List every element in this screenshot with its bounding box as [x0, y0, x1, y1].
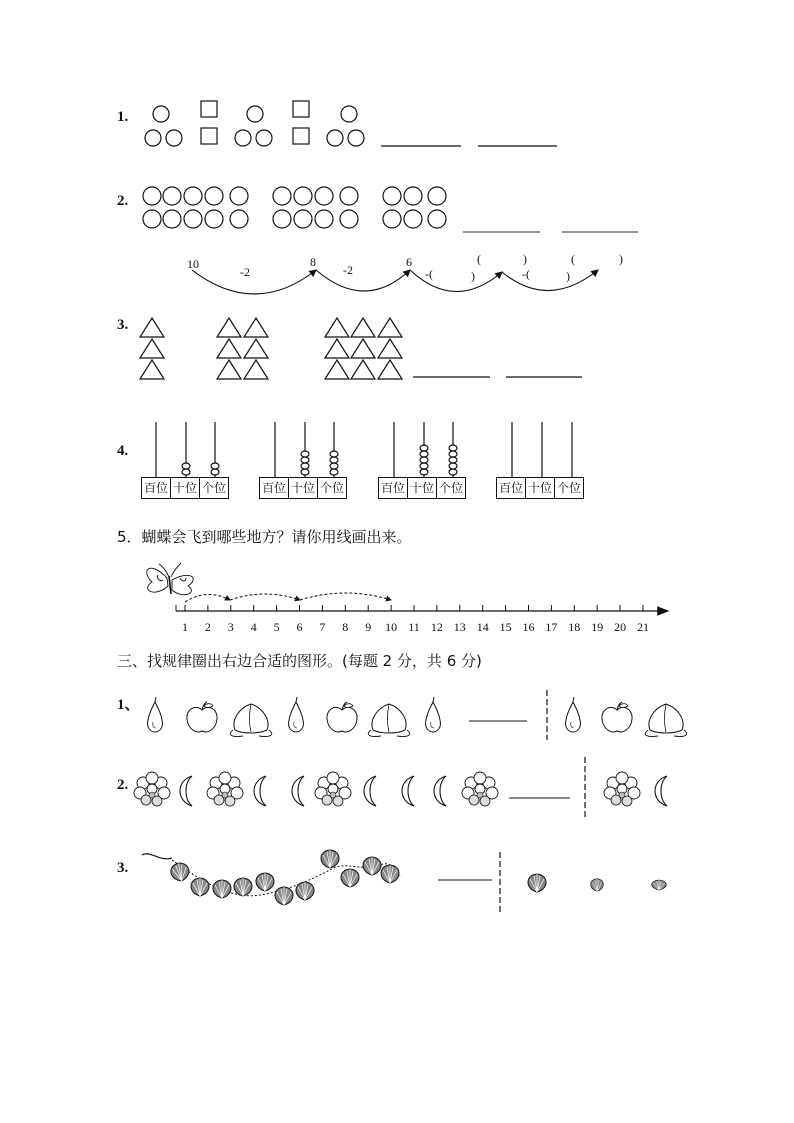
seq-number-10: 10 [187, 257, 199, 271]
number-line-label: 17 [545, 620, 558, 634]
number-line-label: 3 [227, 620, 234, 634]
flower-icon [315, 772, 351, 806]
shell-icon [170, 862, 191, 883]
moon-icon [655, 776, 667, 806]
shell-icon [321, 850, 339, 868]
shell-icon [363, 857, 381, 875]
seq-number-6: 6 [406, 255, 412, 269]
question-5-text: 5．蝴蝶会飞到哪些地方？请你用线画出来。 [117, 528, 412, 546]
shell-icon [528, 874, 546, 892]
peach-icon [368, 704, 410, 737]
shell-icon [191, 878, 209, 896]
number-line-label: 10 [385, 620, 398, 634]
number-line-label: 18 [568, 620, 581, 634]
abacus-2-labels: 百位 十位 个位 [259, 477, 347, 499]
moon-icon [292, 776, 304, 806]
number-line-label: 13 [453, 620, 466, 634]
seq-op-3: -( [425, 267, 433, 281]
flower-icon [207, 772, 243, 806]
question-4-number: 4. [117, 443, 129, 459]
number-line-label: 9 [365, 620, 372, 634]
number-line-label: 20 [614, 620, 627, 634]
shell-icon [256, 873, 274, 891]
number-line-label: 8 [342, 620, 349, 634]
seq-paren-close-4: ) [619, 252, 623, 266]
number-line-label: 2 [204, 620, 211, 634]
number-line-label: 12 [430, 620, 443, 634]
flower-icon [462, 772, 498, 806]
number-line-label: 11 [408, 620, 420, 634]
abacus-1-labels: 百位 十位 个位 [141, 477, 229, 499]
apple-icon [187, 702, 217, 732]
seq-op-2: -2 [343, 263, 353, 277]
section-3-heading: 三、找规律圈出右边合适的图形。(每题 2 分，共 6 分) [117, 652, 482, 670]
number-line-label: 19 [591, 620, 604, 634]
pear-icon [426, 697, 441, 732]
number-line-label: 14 [476, 620, 489, 634]
shell-icon [296, 882, 314, 900]
number-line-label: 1 [182, 620, 188, 634]
moon-icon [402, 776, 414, 806]
seq-paren-open-2: ( [571, 252, 575, 266]
seq-op-4: -( [522, 267, 530, 281]
moon-icon [434, 776, 446, 806]
question-2-number: 2. [117, 193, 129, 209]
seq-number-8: 8 [310, 255, 316, 269]
pear-icon [566, 697, 581, 732]
number-line-label: 4 [250, 620, 257, 634]
moon-icon [254, 776, 266, 806]
shell-icon [652, 880, 666, 890]
abacus-4-labels: 百位 十位 个位 [496, 477, 584, 499]
number-line-label: 15 [499, 620, 512, 634]
seq-paren-open-1: ( [477, 252, 481, 266]
shell-icon [213, 880, 231, 898]
number-line-label: 7 [319, 620, 326, 634]
seq-paren-close-1: ) [471, 269, 475, 283]
pear-icon [289, 697, 304, 732]
peach-icon [230, 704, 272, 737]
flower-icon [134, 772, 170, 806]
seq-paren-close-2: ) [523, 252, 527, 266]
shell-icon [591, 879, 604, 892]
pear-icon [148, 697, 163, 732]
seq-paren-close-3: ) [566, 269, 570, 283]
seq-op-1: -2 [240, 265, 250, 279]
number-line-label: 16 [522, 620, 535, 634]
moon-icon [364, 776, 376, 806]
peach-icon [645, 704, 687, 737]
moon-icon [180, 776, 192, 806]
apple-icon [602, 702, 632, 732]
apple-icon [327, 702, 357, 732]
pattern-1-number: 1、 [117, 697, 140, 713]
abacus-3-labels: 百位 十位 个位 [378, 477, 466, 499]
shell-icon [381, 865, 399, 883]
question-1-number: 1. [117, 109, 129, 125]
shell-icon [275, 887, 293, 905]
flower-icon [604, 772, 640, 806]
pattern-3-number: 3. [117, 860, 129, 876]
question-3-number: 3. [117, 317, 129, 333]
shell-icon [341, 869, 359, 887]
pattern-2-number: 2. [117, 777, 129, 793]
number-line-label: 21 [637, 620, 649, 634]
shell-icon [234, 878, 252, 896]
number-line-label: 6 [296, 620, 303, 634]
number-line-label: 5 [273, 620, 280, 634]
